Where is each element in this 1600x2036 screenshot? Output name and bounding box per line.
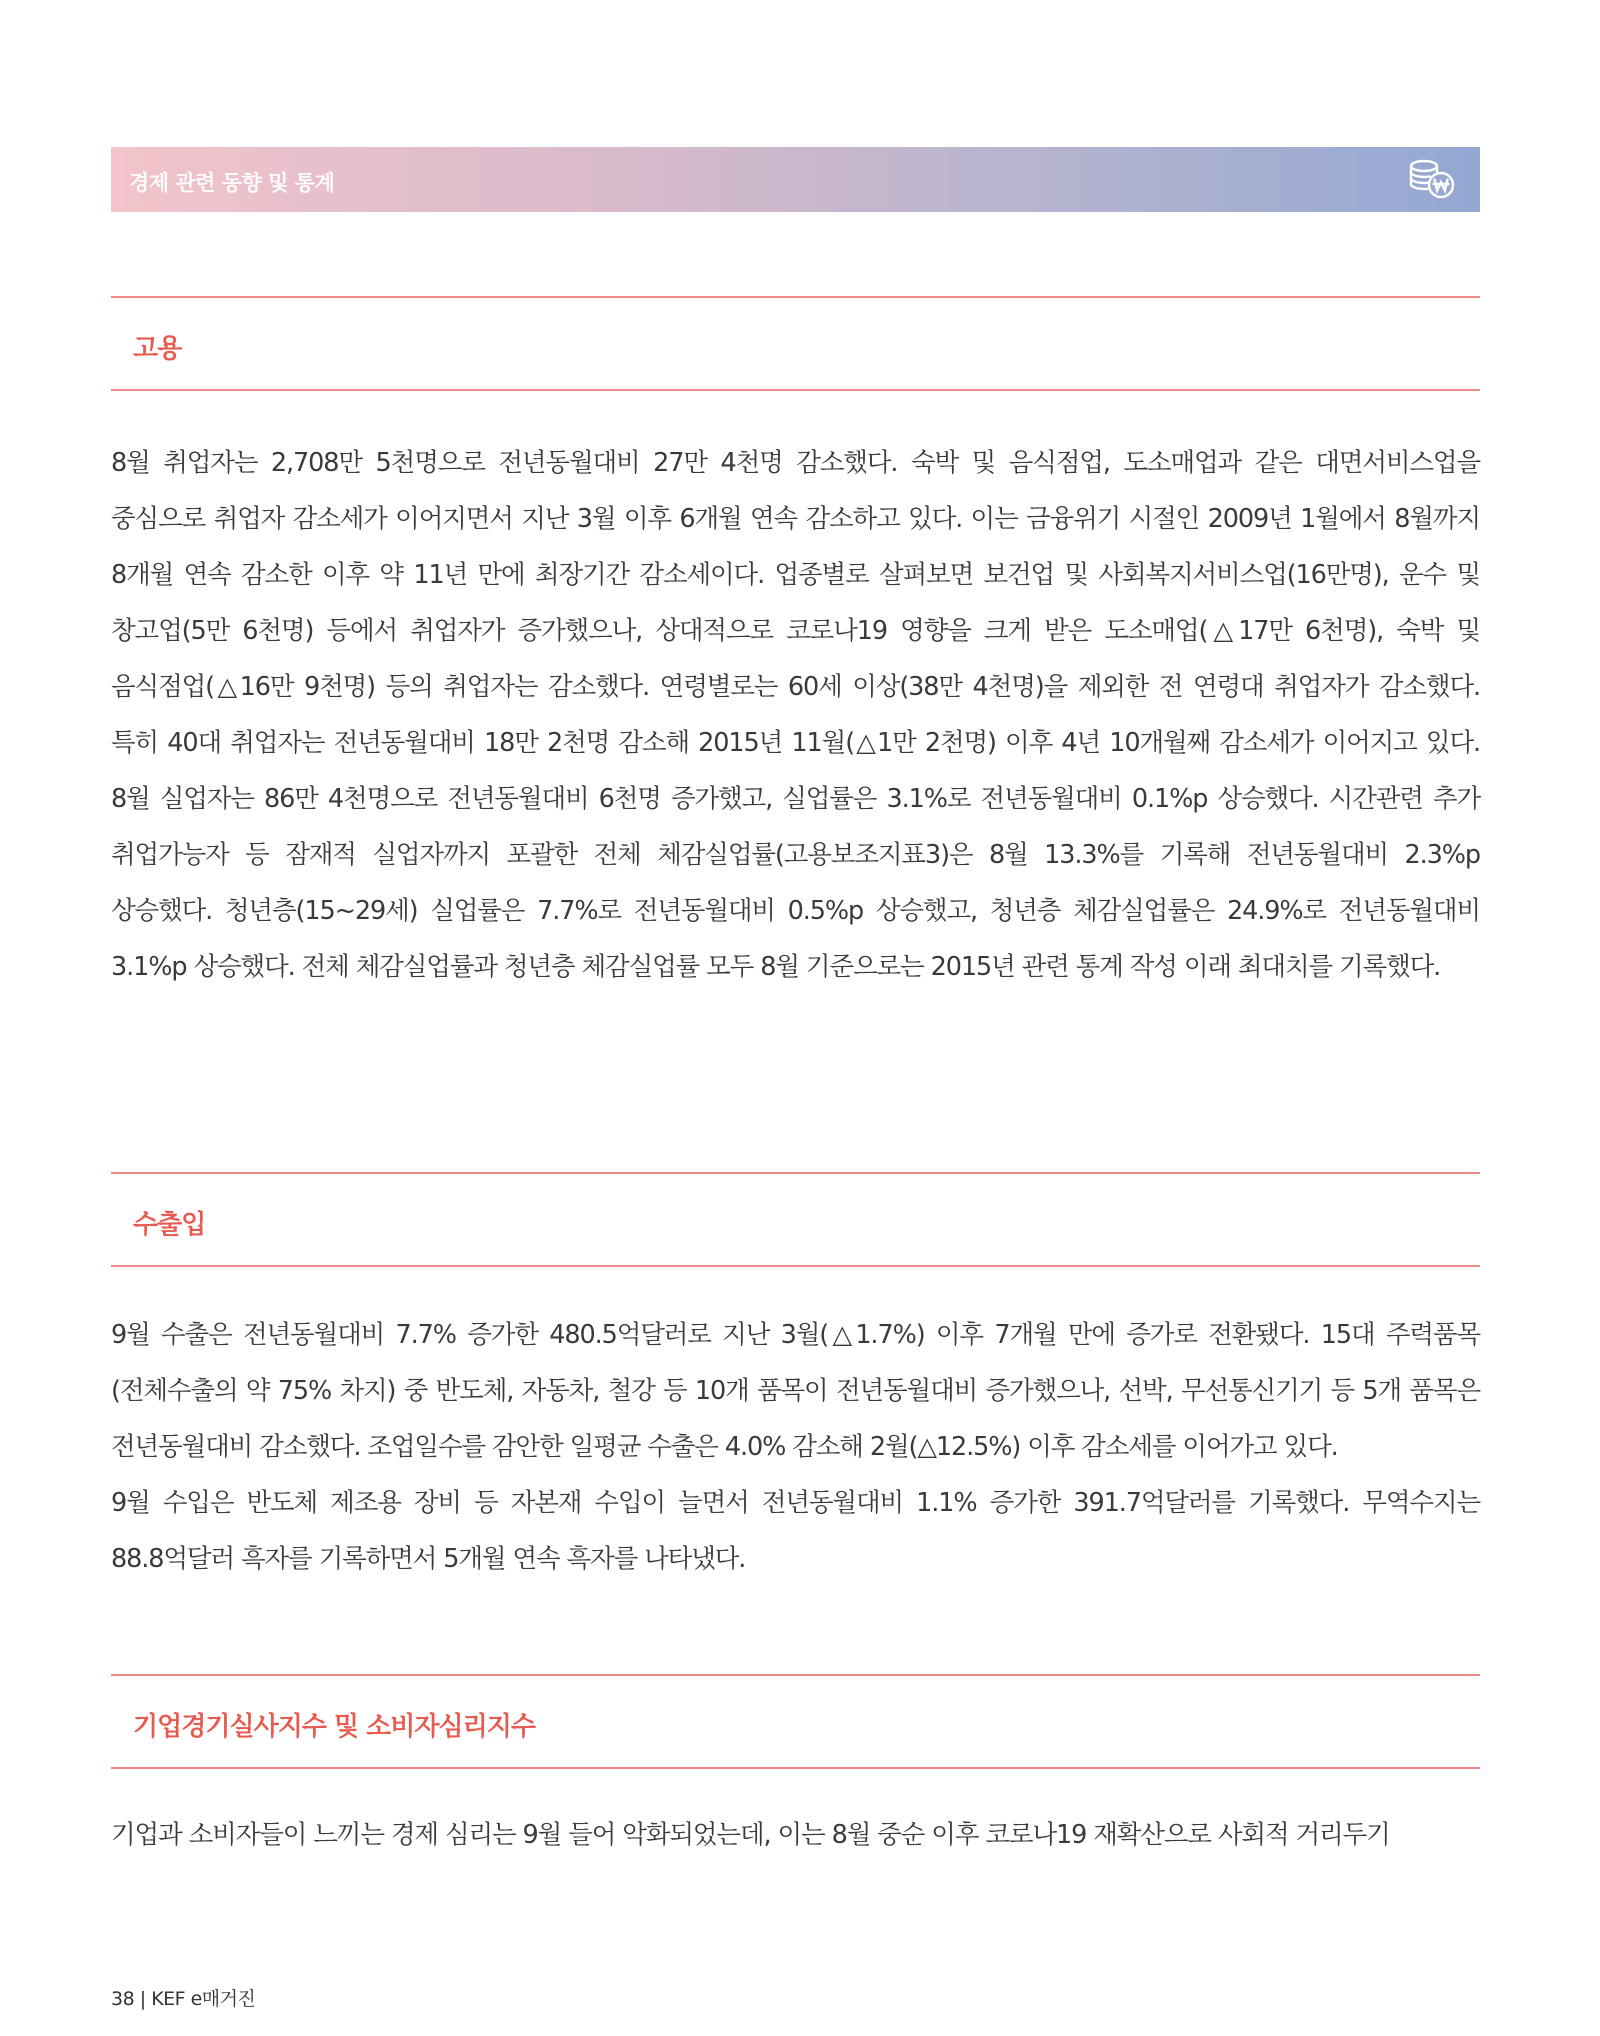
section-header bbox=[111, 1674, 1480, 1769]
publication-name: KEF e매거진 bbox=[151, 1988, 256, 2010]
section-paragraph: 9월 수입은 반도체 제조용 장비 등 자본재 수입이 늘면서 전년동월대비 1.1% 증가한 391.7억달러를 기록했다. 무역수지는 88.8억달러 흑자를 기록하면서 5개월 연속 흑자를 나타냈다. bbox=[111, 1488, 1480, 1574]
section-header bbox=[111, 1172, 1480, 1267]
header-title: 경제 관련 동향 및 통계 bbox=[129, 171, 335, 195]
coins-won-icon bbox=[1406, 157, 1458, 203]
footer-separator: | bbox=[139, 1988, 146, 2010]
section-title: 수출입 bbox=[133, 1210, 206, 1240]
section-header bbox=[111, 296, 1480, 391]
page-footer bbox=[111, 1984, 255, 2011]
section-paragraph: 기업과 소비자들이 느끼는 경제 심리는 9월 들어 악화되었는데, 이는 8월 중순 이후 코로나19 재확산으로 사회적 거리두기 bbox=[111, 1820, 1390, 1850]
section-sentiment bbox=[111, 1674, 1480, 1863]
page-number: 38 bbox=[111, 1988, 135, 2010]
section-trade bbox=[111, 1172, 1480, 1587]
section-title: 고용 bbox=[133, 334, 182, 364]
section-paragraph: 8월 취업자는 2,708만 5천명으로 전년동월대비 27만 4천명 감소했다. 숙박 및 음식점업, 도소매업과 같은 대면서비스업을 중심으로 취업자 감소세가 이어지면서 지난 3월 이후 6개월 연속 감소하고 있다. 이는 금융위기 시절인 2009년 1월에서 8월까지 8개월 연속 감소한 이후 약 11년 만에 최장기간 감소세이다. 업종별로 살펴보면 보건업 및 사회복지서비스업(16만명), 운수 및 창고업(5만 6천명) 등에서 취업자가 증가했으나, 상대적으로 코로나19 영향을 크게 받은 도소매업(△17만 6천명), 숙박 및 음식점업(△16만 9천명) 등의 취업자는 감소했다. 연령별로는 60세 이상(38만 4천명)을 제외한 전 연령대 취업자가 감소했다. 특히 40대 취업자는 전년동월대비 18만 2천명 감소해 2015년 11월(△1만 2천명) 이후 4년 10개월째 감소세가 이어지고 있다. 8월 실업자는 86만 4천명으로 전년동월대비 6천명 증가했고, 실업률은 3.1%로 전년동월대비 0.1%p 상승했다. 시간관련 추가 취업가능자 등 잠재적 실업자까지 포괄한 전체 체감실업률(고용보조지표3)은 8월 13.3%를 기록해 전년동월대비 2.3%p 상승했다. 청년층(15~29세) 실업률은 7.7%로 전년동월대비 0.5%p 상승했고, 청년층 체감실업률은 24.9%로 전년동월대비 3.1%p 상승했다. 전체 체감실업률과 청년층 체감실업률 모두 8월 기준으로는 2015년 관련 통계 작성 이래 최대치를 기록했다. bbox=[111, 448, 1480, 982]
section-title: 기업경기실사지수 및 소비자심리지수 bbox=[133, 1712, 535, 1742]
section-paragraph: 9월 수출은 전년동월대비 7.7% 증가한 480.5억달러로 지난 3월(△1.7%) 이후 7개월 만에 증가로 전환됐다. 15대 주력품목(전체수출의 약 75% 차지) 중 반도체, 자동차, 철강 등 10개 품목이 전년동월대비 증가했으나, 선박, 무선통신기기 등 5개 품목은 전년동월대비 감소했다. 조업일수를 감안한 일평균 수출은 4.0% 감소해 2월(△12.5%) 이후 감소세를 이어가고 있다. bbox=[111, 1320, 1480, 1462]
header-band bbox=[111, 147, 1480, 212]
section-employment bbox=[111, 296, 1480, 995]
